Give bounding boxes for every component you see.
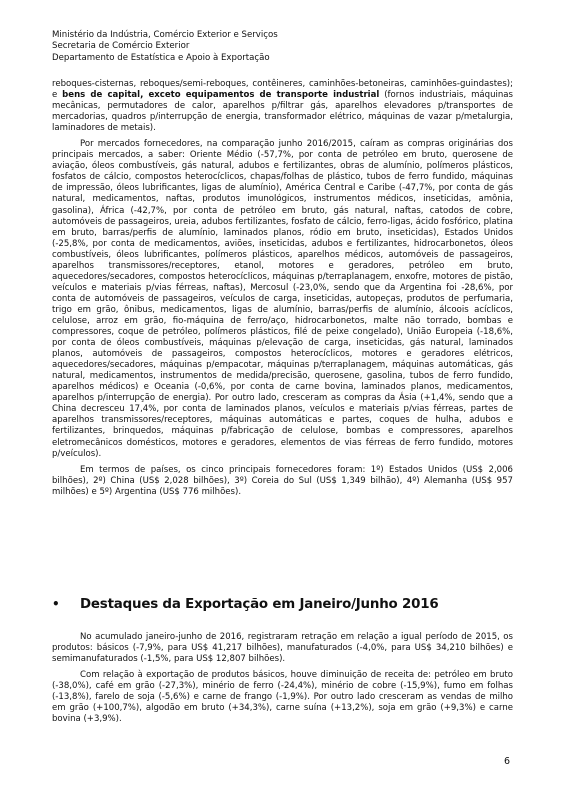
header-ministry: Ministério da Indústria, Comércio Exterior e Serviços: [52, 30, 278, 40]
header-department: Departamento de Estatística e Apoio à Exportação: [52, 52, 270, 63]
paragraph-supplier-markets: Por mercados fornecedores, na comparação junho 2016/2015, caíram as compras originárias dos principais mercados, a saber: Oriente Médio (-57,7%, por conta de petróleo em bruto, querosene de aviação, óleos combustíveis, gás natural, adubos e fertilizantes, obras de alumínio, polímeros plásticos, fosfatos de cálcio, compostos heterocíclicos, chapas/folhas de plástico, tubos de ferro fundido, máquinas de impressão, óleos lubrificantes, ligas de alumínio), América Central e Caribe (-47,7%, por conta de gás natural, medicamentos, naftas, produtos imunológicos, instrumentos médicos, inseticidas, amônia, gasolina), África (-42,7%, por conta de petróleo em bruto, gás natural, naftas, catodos de cobre, automóveis de passageiros, ureia, adubos fertilizantes, fosfato de cálcio, ferro-ligas, ácido fosfórico, platina em bruto, barras/perfis de alumínio, laminados planos, ródio em bruto, inseticidas), Estados Unidos (-25,8%, por conta de medicamentos, aviões, inseticidas, adubos e fertilizantes, hidrocarbonetos, óleos combustíveis, óleos lubrificantes, polímeros plásticos, aparelhos médicos, automóveis de passageiros, aparelhos transmissores/receptores, etanol, motores e geradores, petróleo em bruto, aquecedores/secadores, compostos heterocíclicos, máquinas p/terraplanagem, enxofre, motores de pistão, veículos e materiais p/vias férreas, naftas), Mercosul (-23,0%, sendo que da Argentina foi -28,6%, por conta de automóveis de passageiros, veículos de carga, inseticidas, autopeças, produtos de perfumaria, trigo em grão, ônibus, medicamentos, ligas de alumínio, barras/perfis de alumínio, álcoois acíclicos, celulose, arroz em grão, fio-máquina de ferro/aço, hidrocarbonetos, malte não torrado, bombas e compressores, coque de petróleo, polímeros plásticos, filé de peixe congelado), União Europeia (-18,6%, por conta de óleos combustíveis, máquinas p/elevação de carga, inseticidas, gás natural, laminados planos, automóveis de passageiros, compostos heterocíclicos, motores e geradores elétricos, aquecedores/secadores, máquinas p/empacotar, máquinas p/terraplanagem, máquinas automáticas, gás natural, medicamentos, instrumentos de medida/precisão, querosene, gasolina, tubos de ferro fundido, aparelhos médicos) e Oceania (-0,6%, por conta de carne bovina, laminados planos, medicamentos, aparelhos p/interrupção de energia). Por outro lado, cresceram as compras da Ásia (+1,4%, sendo que a China decresceu 17,4%, por conta de laminados planos, veículos e materiais p/vias férreas, partes de aparelhos transmissores/receptores, máquinas automáticas e partes, coques de hulha, adubos e fertilizantes, brinquedos, máquinas p/fabricação de celulose, bombas e compressores, aparelhos eletromecânicos domésticos, motores e geradores, elementos de vias férreas de ferro fundido, motores p/veículos).: [52, 139, 513, 459]
bold-term-capital-goods: bens de capital, exceto equipamentos de transporte industrial: [62, 90, 380, 101]
page-number: 6: [504, 756, 511, 767]
paragraph-export-accumulated: No acumulado janeiro-junho de 2016, registraram retração em relação a igual período de 2015, os produtos: básicos (-7,9%, para US$ 41,217 bilhões), manufaturados (-4,0%, para US$ 34,210 bilhões) e semimanufaturados (-1,5%, para US$ 12,807 bilhões).: [52, 632, 513, 665]
page-header: [52, 30, 278, 64]
section-heading: [52, 597, 513, 612]
paragraph-text: reboques-cisternas, reboques/semi-reboques, contêineres, caminhões-betoneiras, caminhões-guindastes); e: [52, 79, 513, 101]
bullet-icon: •: [52, 597, 60, 611]
paragraph-capital-goods: [52, 79, 513, 134]
import-section-text: [52, 79, 513, 503]
paragraph-text: (fornos industriais, máquinas mecânicas, permutadores de calor, aparelhos p/filtrar gás, aparelhos elevadores p/transportes de mercadorias, quadros p/interrupção de energia, transformador elétrico, máquinas de vazar p/metalurgia, laminadores de metais).: [52, 90, 513, 134]
export-section-text: [52, 632, 513, 730]
paragraph-basic-products: Com relação à exportação de produtos básicos, houve diminuição de receita de: petróleo em bruto (-38,0%), café em grão (-27,3%), minério de ferro (-24,4%), minério de cobre (-15,9%), fumo em folhas (-13,8%), farelo de soja (-5,6%) e carne de frango (-1,9%). Por outro lado cresceram as vendas de milho em grão (+100,7%), algodão em bruto (+34,3%), carne suína (+13,2%), soja em grão (+9,3%) e carne bovina (+3,9%).: [52, 670, 513, 725]
paragraph-top-suppliers: Em termos de países, os cinco principais fornecedores foram: 1º) Estados Unidos (US$ 2,006 bilhões), 2º) China (US$ 2,028 bilhões), 3º) Coreia do Sul (US$ 1,349 bilhão), 4º) Alemanha (US$ 957 milhões) e 5º) Argentina (US$ 776 milhões).: [52, 464, 513, 497]
header-secretariat: Secretaria de Comércio Exterior: [52, 41, 190, 52]
section-title: Destaques da Exportação em Janeiro/Junho 2016: [80, 597, 439, 612]
